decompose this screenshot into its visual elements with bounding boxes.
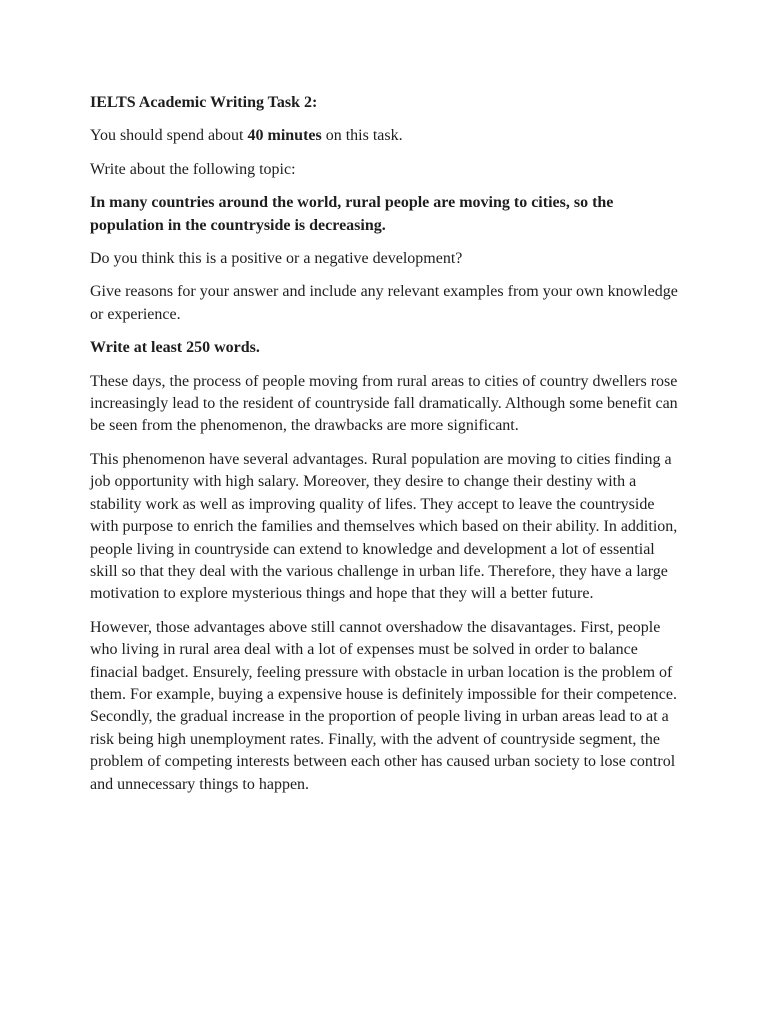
essay-introduction: These days, the process of people moving from rural areas to cities of country dwellers rose increasingly lead to the resident of countryside fall dramatically. Although some benefit can be seen from the phenomenon, the drawbacks are more significant. — [90, 372, 678, 435]
word-requirement — [90, 337, 678, 359]
time-instruction-emphasis: 40 minutes — [247, 127, 322, 145]
essay-body-paragraph-2: However, those advantages above still cannot overshadow the disavantages. First, people who living in rural area deal with a lot of expenses must be solved in order to balance finacial badget. Ensurely, feeling pressure with obstacle in urban location is the problem of them. For example, buying a expensive house is definitely impossible for their competence. Secondly, the gradual increase in the proportion of people living in urban areas lead to at a risk being high unemployment rates. Finally, with the advent of countryside segment, the problem of competing interests between each other has caused urban society to lose control and unnecessary things to happen. — [90, 618, 677, 793]
task-heading — [90, 92, 678, 114]
time-instruction-suffix: on this task. — [321, 127, 403, 145]
time-instruction-prefix: You should spend about — [90, 127, 248, 145]
task-prompt — [90, 192, 678, 237]
word-requirement-text: Write at least 250 words. — [90, 339, 260, 357]
reasons-instruction: Give reasons for your answer and include any relevant examples from your own knowledge or experience. — [90, 283, 678, 323]
essay-body-paragraph-1: This phenomenon have several advantages. Rural population are moving to cities finding a job opportunity with high salary. Moreover, they desire to change their destiny with a stability work as well as improving quality of lifes. They accept to leave the countryside with purpose to enrich the families and themselves which based on their ability. In addition, people living in countryside can extend to knowledge and development a lot of essential skill so that they deal with the various challenge in urban life. Therefore, they have a large motivation to explore mysterious things and hope that they will a better future. — [90, 450, 678, 603]
task-question: Do you think this is a positive or a negative development? — [90, 250, 463, 268]
topic-intro: Write about the following topic: — [90, 160, 296, 178]
task-prompt-text: In many countries around the world, rural people are moving to cities, so the population in the countryside is decreasing. — [90, 194, 614, 234]
task-heading-text: IELTS Academic Writing Task 2: — [90, 94, 318, 111]
time-instruction — [90, 125, 678, 147]
